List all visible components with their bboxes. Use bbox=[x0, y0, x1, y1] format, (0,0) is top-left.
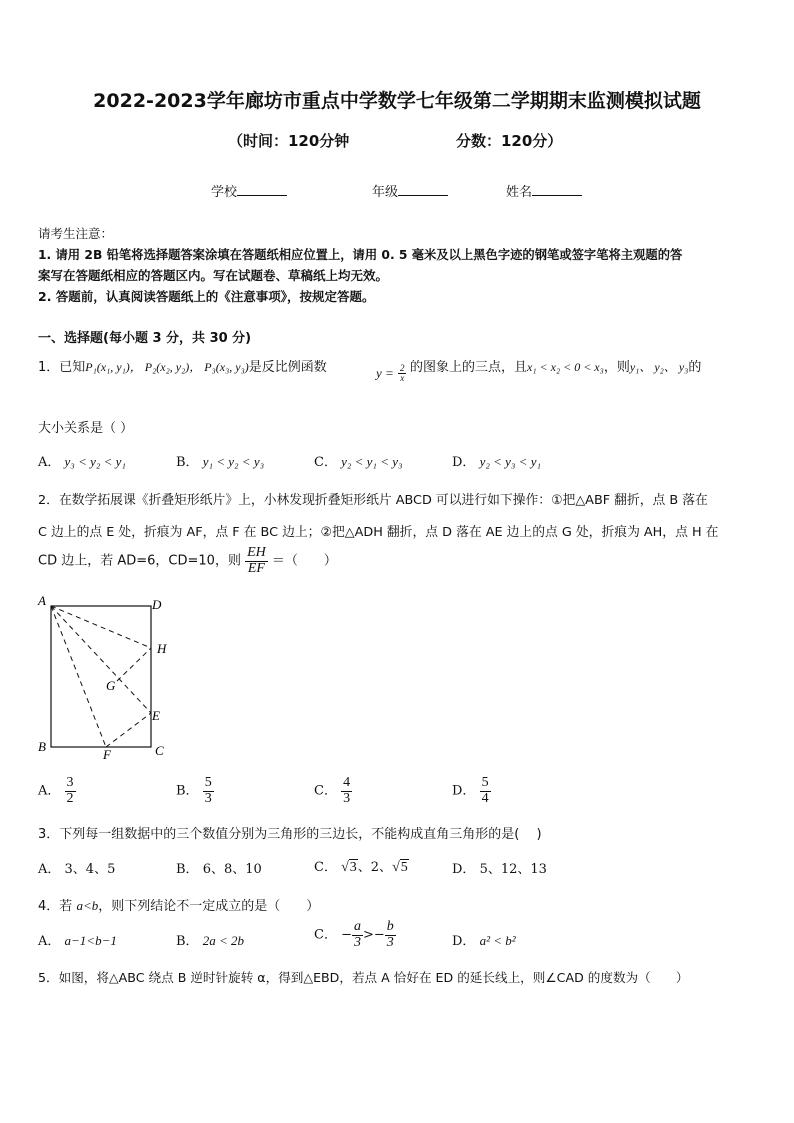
q3-option-b[interactable] bbox=[176, 858, 262, 877]
minus-sign: − bbox=[341, 927, 352, 943]
option-fraction bbox=[385, 920, 396, 950]
q2-text: CD 边上，若 AD=6，CD=10，则 bbox=[38, 553, 241, 569]
label-d: D bbox=[152, 597, 162, 612]
label-b: B bbox=[38, 739, 46, 754]
option-value: 2a < 2b bbox=[202, 933, 244, 948]
option-value: y₂ < y₁ < y₃ bbox=[341, 454, 403, 469]
q1-text: ，则 bbox=[603, 360, 630, 375]
option-label: C． bbox=[314, 927, 337, 943]
frac-num: a bbox=[354, 919, 361, 934]
frac-den: 2 bbox=[66, 790, 74, 806]
option-value: 6、8、10 bbox=[202, 862, 262, 877]
sqrt-5: 5 bbox=[400, 860, 408, 875]
question-2-line3 bbox=[38, 546, 337, 576]
q4-number: 4． bbox=[38, 899, 60, 914]
notice-item2: 2. 答题前，认真阅读答题纸上的《注意事项》，按规定答题。 bbox=[38, 289, 375, 304]
option-fraction bbox=[352, 920, 363, 950]
option-value: y₃ < y₂ < y₁ bbox=[64, 454, 126, 469]
name-field bbox=[506, 181, 582, 200]
option-label: B． bbox=[176, 455, 199, 470]
option-label: C． bbox=[314, 860, 337, 875]
question-1-cont bbox=[410, 356, 701, 375]
school-label: 学校 bbox=[211, 185, 238, 200]
question-2-line1 bbox=[38, 489, 708, 508]
q2-fraction bbox=[245, 546, 268, 576]
frac-num: 5 bbox=[204, 775, 212, 790]
q3-option-d[interactable] bbox=[452, 858, 547, 877]
q3-option-c[interactable]: C． √3、2、√5 bbox=[314, 860, 408, 875]
option-label: D． bbox=[452, 783, 476, 799]
question-1 bbox=[38, 356, 327, 375]
q1-text: 的图象上的三点，且 bbox=[410, 360, 528, 375]
section-title: 一、选择题(每小题 3 分，共 30 分) bbox=[38, 331, 252, 346]
label-e: E bbox=[152, 708, 160, 723]
option-label: D． bbox=[452, 862, 476, 877]
q1-function bbox=[376, 364, 406, 384]
q2-text: ＝（ ） bbox=[271, 553, 337, 569]
q1-text-end: 大小关系是（ ） bbox=[38, 421, 134, 436]
q2-option-d[interactable] bbox=[452, 776, 491, 806]
q4-text: ，则下列结论不一定成立的是（ ） bbox=[98, 899, 320, 914]
q4-condition: a<b bbox=[76, 898, 99, 913]
q2-option-a[interactable] bbox=[38, 776, 76, 806]
q2-text: 在数学拓展课《折叠矩形纸片》上，小林发现折叠矩形纸片 ABCD 可以进行如下操作：①把△ABF 翻折，点 B 落在 bbox=[58, 493, 708, 508]
label-f: F bbox=[103, 747, 111, 762]
q3-number: 3． bbox=[38, 827, 60, 842]
notice-heading: 请考生注意： bbox=[38, 226, 114, 241]
name-blank[interactable] bbox=[532, 183, 582, 196]
option-label: A． bbox=[38, 862, 61, 877]
exam-score: 分数：120分） bbox=[456, 132, 563, 150]
grade-field bbox=[372, 181, 448, 200]
question-5 bbox=[38, 967, 689, 986]
q1-condition: x₁ < x₂ < 0 < x₃ bbox=[527, 360, 604, 374]
q1-points: P₁(x₁, y₁)， P₂(x₂, y₂)， P₃(x₃, y₃) bbox=[85, 360, 249, 374]
q1-text: 已知 bbox=[59, 360, 86, 375]
question-4 bbox=[38, 895, 319, 914]
q4-option-a[interactable] bbox=[38, 930, 117, 949]
option-value: 、2、 bbox=[357, 860, 393, 875]
exam-time: （时间：120分钟 bbox=[228, 132, 350, 150]
option-label: C． bbox=[314, 455, 337, 470]
option-fraction bbox=[341, 776, 352, 806]
name-label: 姓名 bbox=[506, 185, 533, 200]
operator: >− bbox=[363, 927, 385, 943]
frac-den: 3 bbox=[204, 790, 212, 806]
fold-line-af bbox=[51, 606, 106, 747]
frac-den: 4 bbox=[481, 790, 489, 806]
option-label: B． bbox=[176, 783, 199, 799]
q1-option-c[interactable] bbox=[314, 451, 403, 470]
option-value: a² < b² bbox=[479, 933, 516, 948]
frac-num: 3 bbox=[66, 775, 74, 790]
option-label: A． bbox=[38, 783, 61, 799]
notice-item1-line1: 1. 请用 2B 铅笔将选择题答案涂填在答题纸相应位置上，请用 0. 5 毫米及以上黑色字迹的钢笔或签字笔将主观题的答 bbox=[38, 248, 683, 262]
q1-func-den: x bbox=[400, 373, 405, 384]
q4-option-c[interactable] bbox=[314, 920, 396, 950]
frac-num: 4 bbox=[343, 775, 351, 790]
option-label: B． bbox=[176, 934, 199, 949]
option-label: B． bbox=[176, 862, 199, 877]
option-value: y₂ < y₃ < y₁ bbox=[479, 454, 541, 469]
notice-item1-line2: 案写在答题纸相应的答题区内。写在试题卷、草稿纸上均无效。 bbox=[38, 268, 389, 283]
q3-option-a[interactable] bbox=[38, 858, 115, 877]
q1-option-d[interactable] bbox=[452, 451, 541, 470]
option-label: A． bbox=[38, 934, 61, 949]
q1-text: 的 bbox=[688, 360, 702, 375]
grade-blank[interactable] bbox=[398, 183, 448, 196]
option-label: D． bbox=[452, 455, 476, 470]
frac-num: b bbox=[386, 919, 394, 934]
question-3 bbox=[38, 823, 542, 842]
option-fraction bbox=[480, 776, 491, 806]
fold-line-gh bbox=[117, 648, 151, 681]
q1-func-fraction bbox=[398, 364, 407, 384]
q1-number: 1． bbox=[38, 360, 60, 375]
q3-text: 下列每一组数据中的三个数值分别为三角形的三边长，不能构成直角三角形的是( ) bbox=[59, 827, 542, 842]
frac-num: 5 bbox=[481, 775, 489, 790]
q2-figure-rectangle bbox=[30, 590, 190, 770]
option-label: A． bbox=[38, 455, 61, 470]
fold-line-fe bbox=[106, 713, 151, 747]
exam-title: 2022-2023学年廊坊市重点中学数学七年级第二学期期末监测模拟试题 bbox=[93, 90, 701, 112]
q2-frac-num: EH bbox=[247, 545, 266, 560]
label-h: H bbox=[157, 641, 167, 656]
sqrt-3: 3 bbox=[349, 860, 357, 875]
option-label: C． bbox=[314, 783, 337, 799]
option-fraction bbox=[65, 776, 76, 806]
label-g: G bbox=[106, 678, 116, 693]
option-label: D． bbox=[452, 934, 476, 949]
question-2-line2: C 边上的点 E 处，折痕为 AF，点 F 在 BC 边上；②把△ADH 翻折，点 D 落在 AE 边上的点 G 处，折痕为 AH，点 H 在 bbox=[38, 525, 719, 540]
q2-frac-den: EF bbox=[247, 560, 265, 576]
q1-vars: y₁、 y₂、 y₃ bbox=[629, 360, 689, 374]
option-value: y₁ < y₂ < y₃ bbox=[202, 454, 265, 469]
school-field bbox=[211, 181, 287, 200]
q1-func-num: 2 bbox=[399, 363, 405, 373]
q5-number: 5． bbox=[38, 970, 59, 985]
q2-number: 2． bbox=[38, 493, 59, 508]
q4-option-d[interactable] bbox=[452, 930, 516, 949]
grade-label: 年级 bbox=[372, 185, 399, 200]
frac-den: 3 bbox=[343, 790, 351, 806]
q1-option-b[interactable] bbox=[176, 451, 264, 470]
label-c: C bbox=[155, 743, 164, 758]
fold-line-ae bbox=[51, 606, 151, 713]
q1-option-a[interactable] bbox=[38, 451, 126, 470]
q2-option-b[interactable] bbox=[176, 776, 214, 806]
q2-option-c[interactable] bbox=[314, 776, 352, 806]
q5-text: 如图，将△ABC 绕点 B 逆时针旋转 α，得到△EBD，若点 A 恰好在 ED 的延长线上，则∠CAD 的度数为（ ） bbox=[58, 970, 689, 985]
option-fraction bbox=[203, 776, 214, 806]
fold-line-ah bbox=[51, 606, 151, 648]
option-value: 5、12、13 bbox=[479, 862, 547, 877]
option-value: a−1<b−1 bbox=[64, 933, 117, 948]
q1-func-lhs: y = bbox=[376, 365, 394, 381]
q4-text: 若 bbox=[59, 899, 73, 914]
option-value: 3、4、5 bbox=[64, 862, 116, 877]
q1-text: 是反比例函数 bbox=[248, 360, 327, 375]
school-blank[interactable] bbox=[237, 183, 287, 196]
q4-option-b[interactable] bbox=[176, 930, 244, 949]
label-a: A bbox=[38, 593, 46, 608]
frac-den: 3 bbox=[354, 934, 361, 950]
frac-den: 3 bbox=[386, 934, 394, 950]
